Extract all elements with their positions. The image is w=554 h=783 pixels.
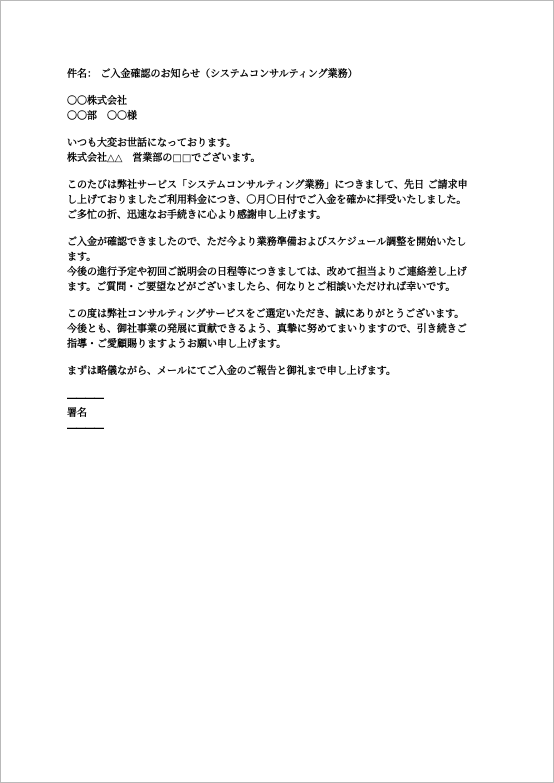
paragraph3-line: 今後とも、御社事業の発展に貢献できるよう、真摯に努めてまいりますので、引き続きご <box>67 324 467 335</box>
spacer <box>67 379 522 391</box>
spacer <box>67 82 522 94</box>
spacer <box>67 223 522 235</box>
paragraph2-line: ます。ご質問・ご要望などがございましたら、何なりとご相談いただければ幸いです。 <box>67 282 456 293</box>
signature-rule-top: ―――― <box>67 393 103 404</box>
paragraph3-line: 指導・ご愛顧賜りますようお願い申し上げます。 <box>67 339 287 350</box>
sender-intro-line: 株式会社△△ 営業部の□□でございます。 <box>67 153 261 164</box>
recipient-person: 〇〇部 〇〇様 <box>67 111 137 122</box>
subject-line: 件名： ご入金確認のお知らせ（システムコンサルティング業務） <box>67 69 358 80</box>
closing-line: まずは略儀ながら、メールにてご入金のご報告と御礼まで申し上げます。 <box>67 366 396 377</box>
paragraph2-line: ご入金が確認できましたので、ただ今より業務準備およびスケジュール調整を開始いたし <box>67 237 467 248</box>
paragraph2-line: 今後の進行予定や初回ご説明会の日程等につきましては、改めて担当よりご連絡差し上げ <box>67 267 467 278</box>
signature-label: 署名 <box>67 408 87 419</box>
spacer <box>67 124 522 136</box>
recipient-company: 〇〇株式会社 <box>67 96 127 107</box>
paragraph3-line: この度は弊社コンサルティングサービスをご選定いただき、誠にありがとうございます。 <box>67 309 465 320</box>
spacer <box>67 352 522 364</box>
paragraph1-line: このたびは弊社サービス「システムコンサルティング業務」につきまして、先日 ご請求申 <box>67 180 468 191</box>
spacer <box>67 295 522 307</box>
greeting-line: いつも大変お世話になっております。 <box>67 138 237 149</box>
signature-rule-bottom: ―――― <box>67 423 103 434</box>
paragraph1-line: ご多忙の折、迅速なお手続きに心より感謝申し上げます。 <box>67 210 327 221</box>
letter-body <box>67 67 522 436</box>
spacer <box>67 166 522 178</box>
paragraph2-line: ます。 <box>67 252 97 263</box>
paragraph1-line: し上げておりましたご利用料金につき、〇月〇日付でご入金を確かに拝受いたしました。 <box>67 195 467 206</box>
